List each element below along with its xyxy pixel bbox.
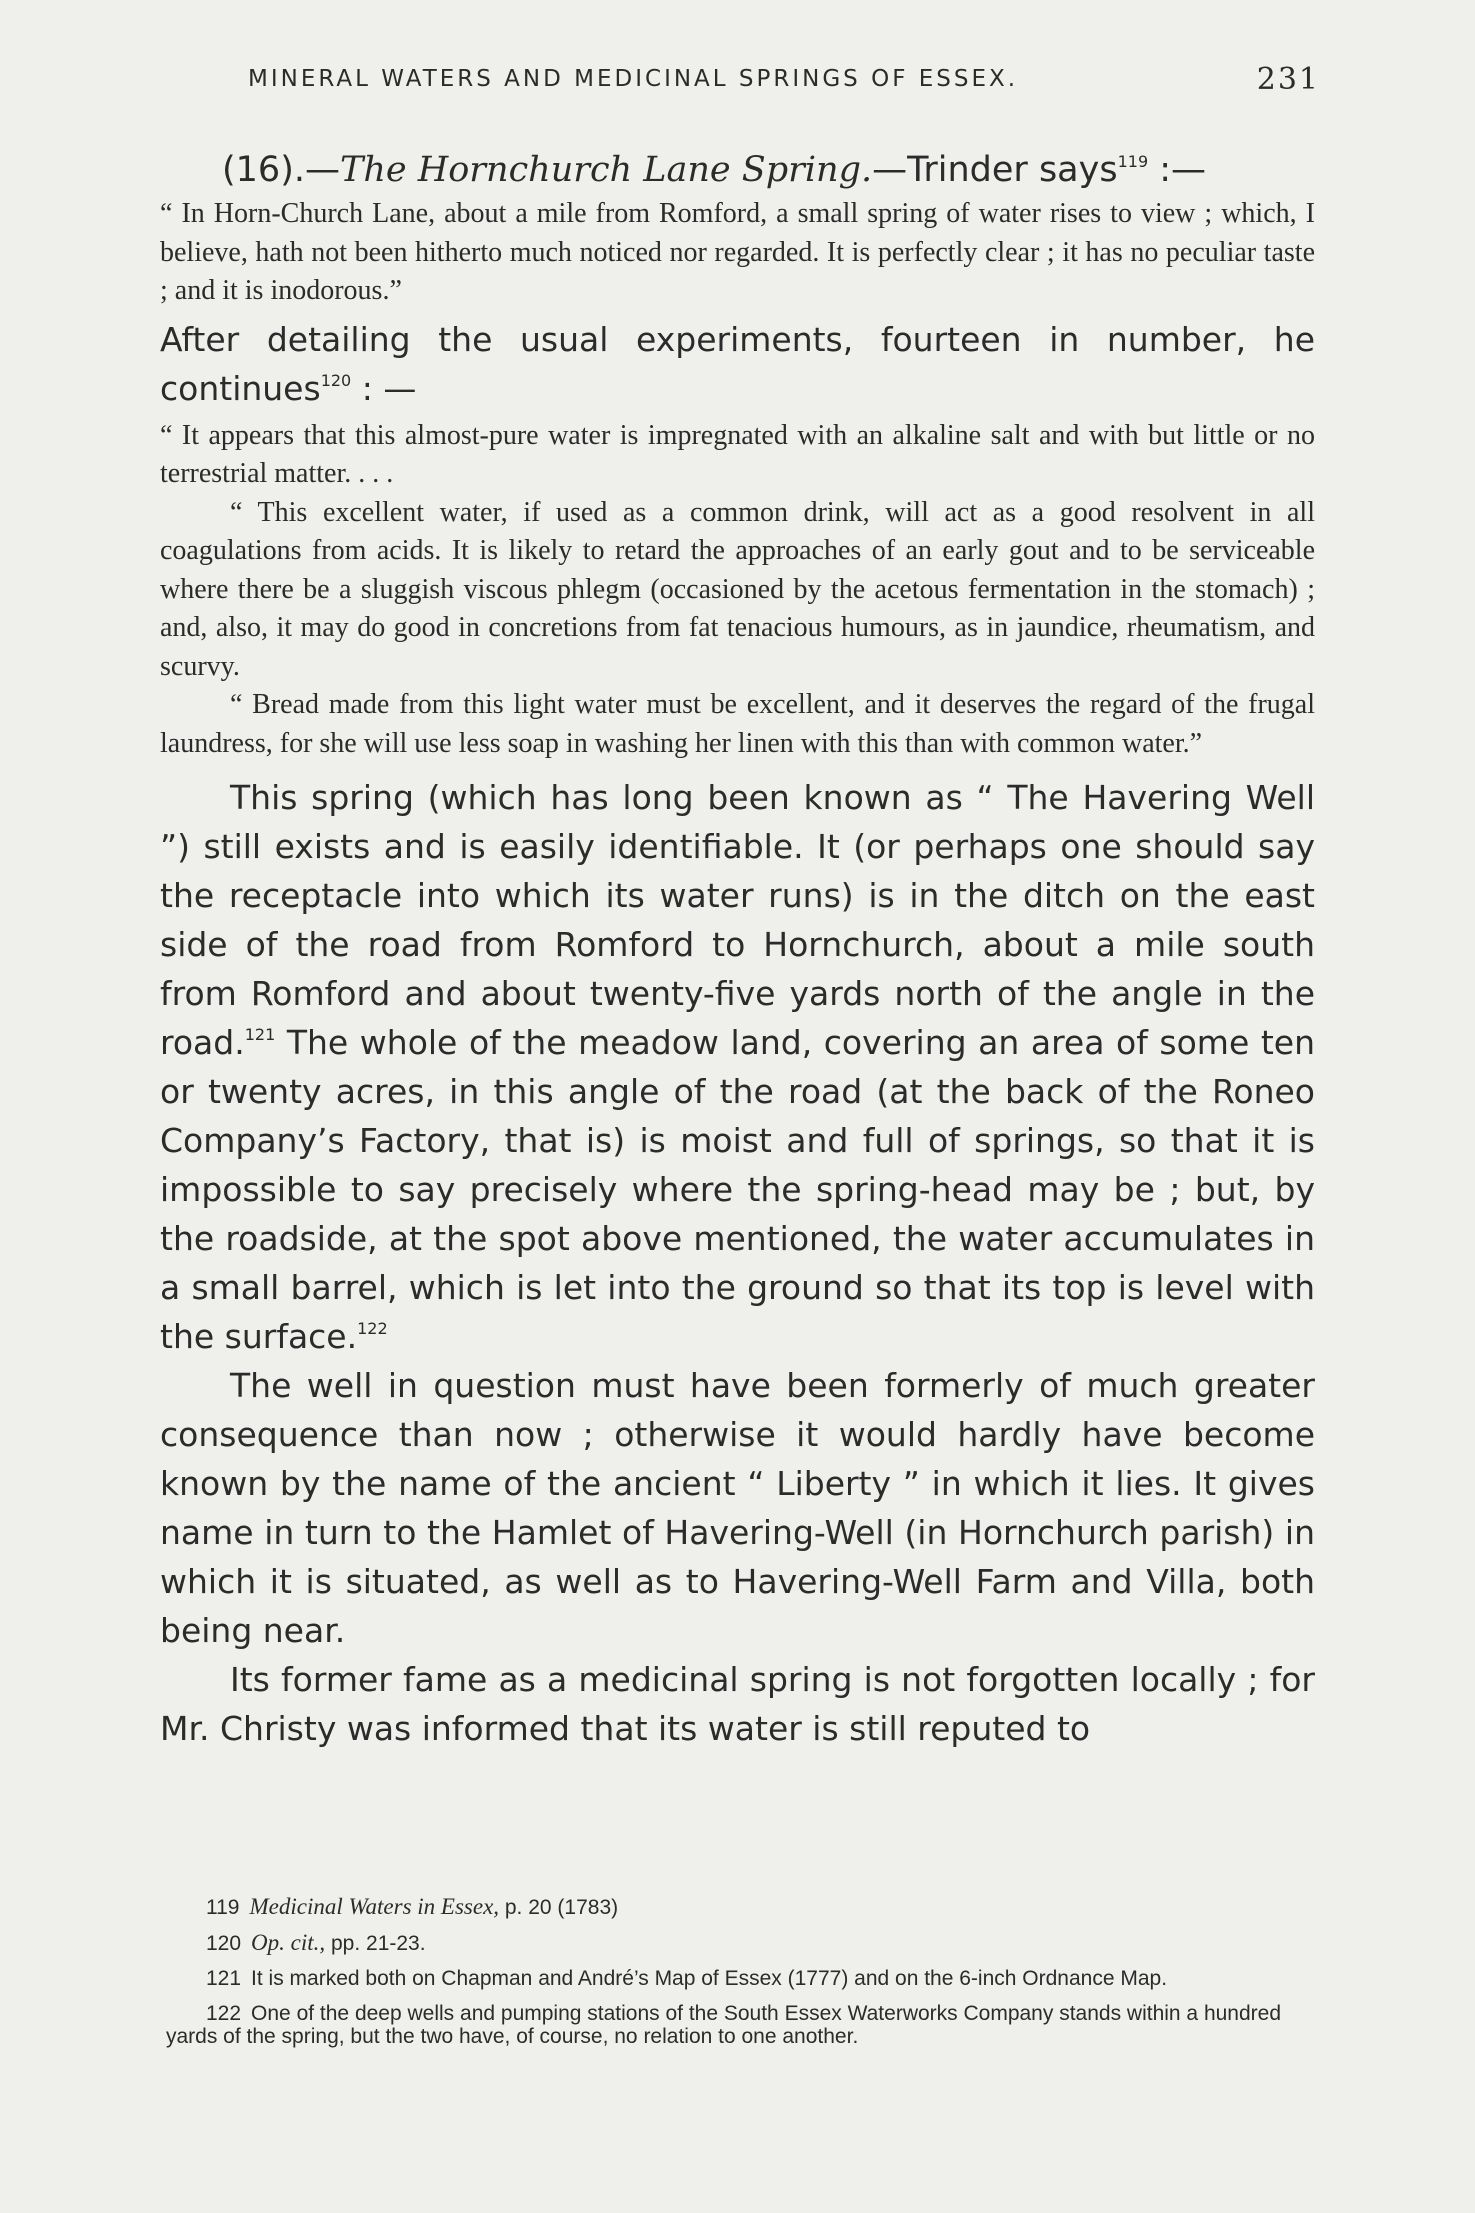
- para1-text-b: The whole of the meadow land, covering an area of some ten or twenty acres, in this angle of the road (at the back of the Roneo Company’s Factory, that is) is moist and full of springs, so that it is impossible to say precisely where the spring-head may be ; but, by the roadside, at the spot above mentioned, the water accumulates in a small barrel, which is let into the ground so that its top is level with the surface.: [160, 1023, 1315, 1356]
- footnote-number: 120: [206, 1932, 242, 1955]
- section-number: (16).—: [222, 150, 340, 190]
- section-intro-tail: :—: [1148, 150, 1207, 190]
- footnote-122: [166, 2002, 1316, 2048]
- footnote-ref-122: 122: [357, 1319, 388, 1338]
- quote-paragraph-2: “ It appears that this almost-pure water is impregnated with an alkaline salt and with but little or no terrestrial matter. . . .: [160, 419, 1315, 489]
- running-head: [248, 62, 1320, 97]
- footnote-ref-120: 120: [320, 370, 352, 390]
- footnote-number: 122: [206, 2002, 242, 2025]
- footnote-ref-121: 121: [244, 1025, 276, 1044]
- footnote-number: 121: [206, 1967, 242, 1990]
- body-paragraph-2: The well in question must have been formerly of much greater consequence than now ; otherwise it would hardly have become known by the name of the ancient “ Liberty ” in which it lies. It gives name in turn to the Hamlet of Havering-Well (in Hornchurch parish) in which it is situated, as well as to Havering-Well Farm and Villa, both being near.: [160, 1366, 1315, 1650]
- footnote-citation: Op. cit.,: [251, 1930, 326, 1955]
- footnote-text: pp. 21-23.: [325, 1932, 426, 1955]
- body-paragraph-1: [160, 773, 1315, 1361]
- footnote-text: It is marked both on Chapman and André’s Map of Essex (1777) and on the 6-inch Ordnance Map.: [251, 1967, 1168, 1990]
- continues-paragraph: [160, 315, 1315, 413]
- footnotes: [166, 1895, 1316, 2060]
- continues-tail: : —: [351, 368, 417, 408]
- footnote-120: [166, 1931, 1316, 1955]
- continues-text: After detailing the usual experiments, fourteen in number, he continues: [160, 319, 1315, 408]
- footnote-citation: Medicinal Waters in Essex,: [249, 1894, 500, 1919]
- quote-paragraph-3: “ This excellent water, if used as a common drink, will act as a good resolvent in all coagulations from acids. It is likely to retard the approaches of an early gout and to be serviceable where there be a sluggish viscous phlegm (occasioned by the acetous fermentation in the stomach) ; and, also, it may do good in concretions from fat tenacious humours, as in jaundice, rheumatism, and scurvy.: [160, 496, 1315, 682]
- footnote-text: p. 20 (1783): [499, 1896, 619, 1919]
- footnote-number: 119: [206, 1896, 240, 1919]
- quote-paragraph-4: “ Bread made from this light water must be excellent, and it deserves the regard of the frugal laundress, for she will use less soap in washing her linen with this than with common water.”: [160, 689, 1315, 759]
- para1-text-a: This spring (which has long been known as “ The Havering Well ”) still exists and is easily identifiable. It (or perhaps one should say the receptacle into which its water runs) is in the ditch on the east side of the road from Romford to Hornchurch, about a mile south from Romford and about twenty-five yards north of the angle in the road.: [160, 778, 1315, 1062]
- footnote-ref-119: 119: [1117, 152, 1149, 171]
- footnote-119: [166, 1895, 1316, 1919]
- section-intro: —Trinder says: [872, 150, 1118, 190]
- body-paragraph-3: Its former fame as a medicinal spring is not forgotten locally ; for Mr. Christy was informed that its water is still reputed to: [160, 1660, 1315, 1748]
- section-heading: [160, 145, 1315, 195]
- section-title: The Hornchurch Lane Spring.: [339, 150, 873, 190]
- footnote-121: [166, 1967, 1316, 1990]
- body-text: [160, 145, 1315, 1753]
- footnote-text: One of the deep wells and pumping stations of the South Essex Waterworks Company stands within a hundred yards of the spring, but the two have, of course, no relation to one another.: [166, 2002, 1282, 2048]
- quote-paragraph-1: “ In Horn-Church Lane, about a mile from Romford, a small spring of water rises to view ; which, I believe, hath not been hitherto much noticed nor regarded. It is perfectly clear ; it has no peculiar taste ; and it is inodorous.”: [160, 198, 1315, 306]
- running-head-title: MINERAL WATERS AND MEDICINAL SPRINGS OF ESSEX.: [248, 66, 1019, 92]
- page-number: 231: [1256, 62, 1320, 97]
